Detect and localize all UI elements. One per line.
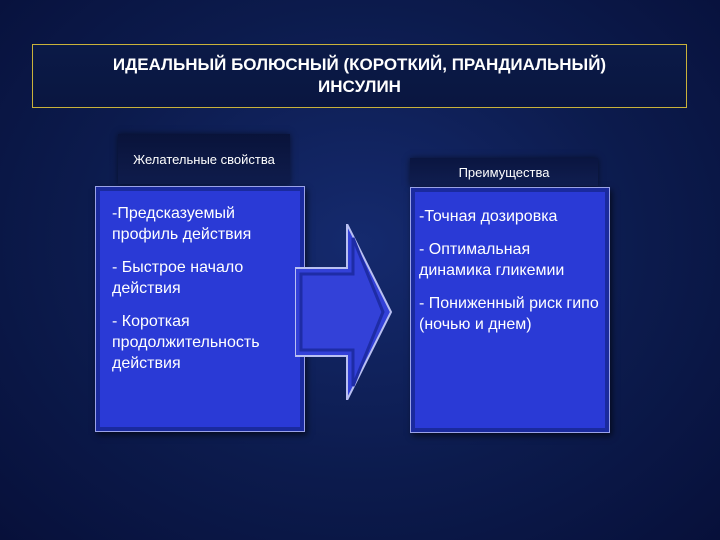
- list-item: - Пониженный риск гипо (ночью и днем): [419, 295, 599, 333]
- list-item: - Короткая продолжительность действия: [112, 313, 260, 372]
- list-item: - Быстрое начало действия: [112, 259, 244, 297]
- list-item: -Предсказуемый профиль действия: [112, 205, 252, 243]
- right-column-header: [410, 158, 598, 186]
- left-panel: [95, 186, 305, 432]
- right-arrow-icon: [295, 224, 395, 400]
- left-column-header: [118, 134, 290, 184]
- list-item: -Точная дозировка: [419, 208, 558, 225]
- title-box: [32, 44, 687, 108]
- right-panel: [410, 187, 610, 433]
- left-column-header-label: Желательные свойства: [133, 151, 275, 167]
- right-column-header-label: Преимущества: [458, 164, 550, 180]
- slide-title: ИДЕАЛЬНЫЙ БОЛЮСНЫЙ (КОРОТКИЙ, ПРАНДИАЛЬНЫЙ) ИНСУЛИН: [112, 55, 607, 96]
- list-item: - Оптимальная динамика гликемии: [419, 241, 565, 279]
